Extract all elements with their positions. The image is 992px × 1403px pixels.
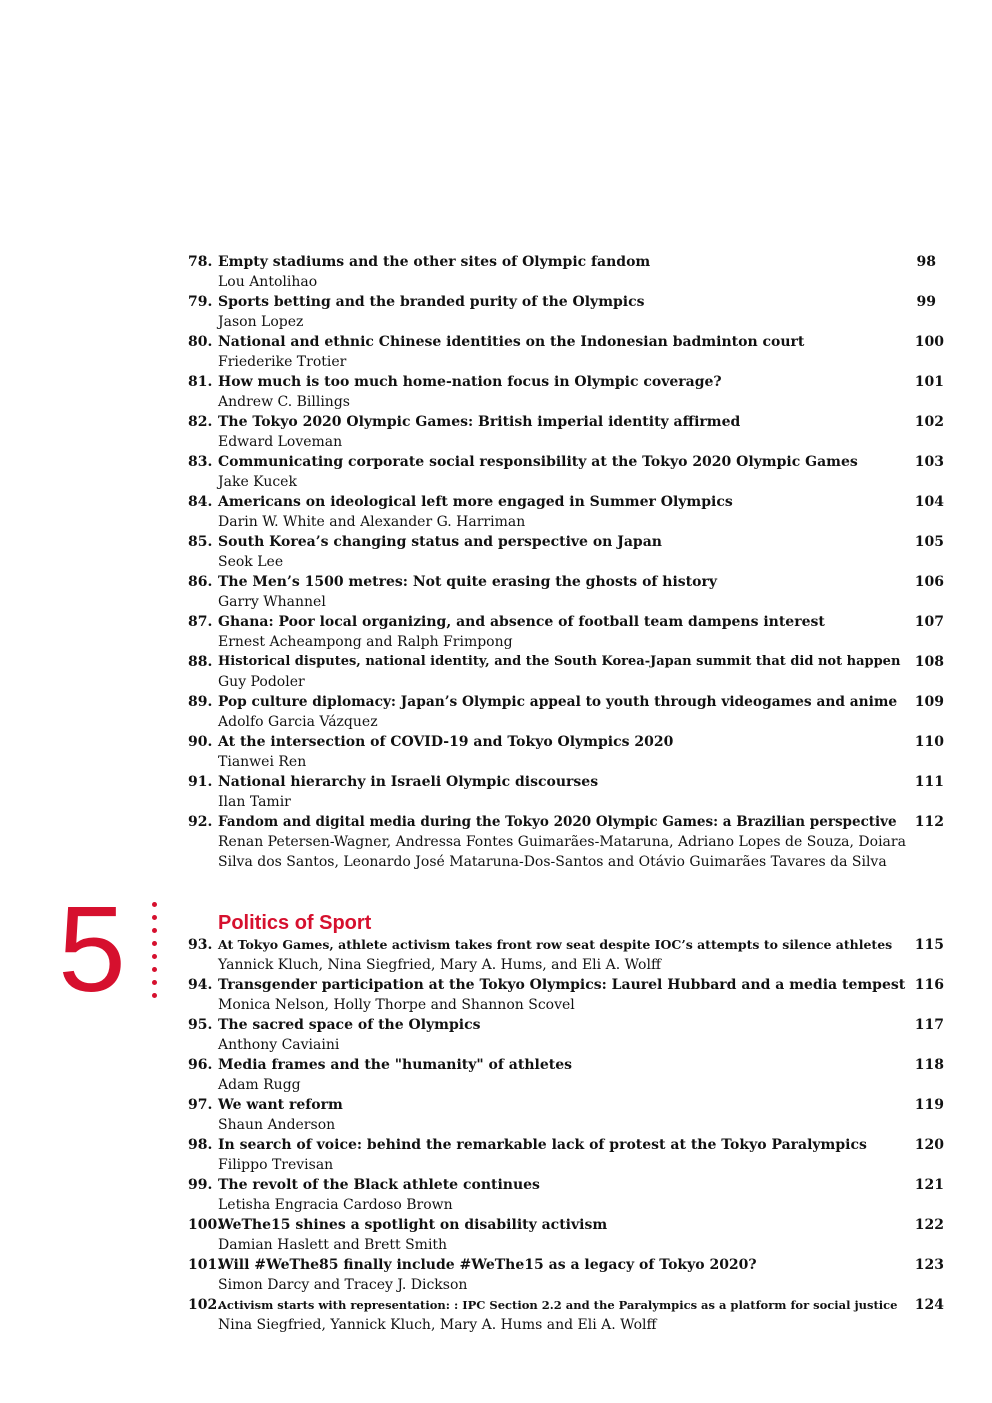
entry-author: Nina Siegfried, Yannick Kluch, Mary A. Hums and Eli A. Wolff [218, 1317, 657, 1333]
entry-page[interactable]: 100 [914, 334, 944, 350]
entry-page[interactable]: 123 [914, 1257, 944, 1273]
entry-page[interactable]: 102 [914, 414, 944, 430]
toc-list-top [188, 252, 948, 872]
entry-author: Tianwei Ren [218, 754, 307, 770]
entry-title[interactable]: Sports betting and the branded purity of the Olympics [218, 294, 645, 310]
toc-entry[interactable] [188, 372, 948, 412]
toc-entry[interactable] [188, 1135, 948, 1175]
toc-entry[interactable] [188, 452, 948, 492]
entry-number: 85. [188, 534, 213, 550]
entry-page[interactable]: 121 [914, 1177, 944, 1193]
entry-author: Ernest Acheampong and Ralph Frimpong [218, 634, 513, 650]
entry-page[interactable]: 103 [914, 454, 944, 470]
entry-author: Jake Kucek [218, 474, 297, 490]
entry-title[interactable]: The Men’s 1500 metres: Not quite erasing the ghosts of history [218, 574, 717, 590]
entry-title[interactable]: In search of voice: behind the remarkable lack of protest at the Tokyo Paralympics [218, 1137, 867, 1153]
toc-entry[interactable] [188, 1055, 948, 1095]
entry-number: 84. [188, 494, 213, 510]
entry-number: 101. [188, 1257, 223, 1273]
entry-title[interactable]: Fandom and digital media during the Tokyo 2020 Olympic Games: a Brazilian perspective [218, 814, 897, 830]
entry-title[interactable]: Will #WeThe85 finally include #WeThe15 as a legacy of Tokyo 2020? [218, 1257, 757, 1273]
entry-author: Monica Nelson, Holly Thorpe and Shannon Scovel [218, 997, 575, 1013]
entry-page[interactable]: 111 [914, 774, 944, 790]
toc-entry[interactable] [188, 975, 948, 1015]
entry-page[interactable]: 124 [914, 1297, 944, 1313]
entry-author: Ilan Tamir [218, 794, 291, 810]
entry-title[interactable]: We want reform [218, 1097, 343, 1113]
entry-number: 81. [188, 374, 213, 390]
entry-author: Damian Haslett and Brett Smith [218, 1237, 448, 1253]
entry-author: Adam Rugg [218, 1077, 301, 1093]
entry-author: Garry Whannel [218, 594, 326, 610]
entry-number: 96. [188, 1057, 213, 1073]
toc-entry[interactable] [188, 652, 948, 692]
toc-entry[interactable] [188, 532, 948, 572]
entry-title[interactable]: WeThe15 shines a spotlight on disability activism [218, 1217, 608, 1233]
toc-entry[interactable] [188, 1255, 948, 1295]
entry-number: 100. [188, 1217, 223, 1233]
entry-number: 88. [188, 654, 213, 670]
toc-entry[interactable] [188, 492, 948, 532]
entry-author: Friederike Trotier [218, 354, 347, 370]
entry-page[interactable]: 115 [914, 937, 944, 953]
entry-page[interactable]: 122 [914, 1217, 944, 1233]
entry-author: Guy Podoler [218, 674, 305, 690]
entry-page[interactable]: 120 [914, 1137, 944, 1153]
entry-number: 102. [188, 1297, 223, 1313]
toc-entry[interactable] [188, 612, 948, 652]
toc-entry[interactable] [188, 1175, 948, 1215]
entry-page[interactable]: 105 [914, 534, 944, 550]
entry-title[interactable]: South Korea’s changing status and perspective on Japan [218, 534, 662, 550]
entry-number: 90. [188, 734, 213, 750]
toc-entry[interactable] [188, 812, 948, 872]
toc-entry[interactable] [188, 935, 948, 975]
entry-page[interactable]: 107 [914, 614, 944, 630]
entry-number: 98. [188, 1137, 213, 1153]
entry-author: Andrew C. Billings [218, 394, 350, 410]
entry-author: Darin W. White and Alexander G. Harriman [218, 514, 526, 530]
entry-title[interactable]: National hierarchy in Israeli Olympic discourses [218, 774, 599, 790]
entry-author: Simon Darcy and Tracey J. Dickson [218, 1277, 468, 1293]
entry-title[interactable]: Historical disputes, national identity, and the South Korea-Japan summit that did not happen [218, 654, 901, 669]
toc-entry[interactable] [188, 692, 948, 732]
entry-title[interactable]: Americans on ideological left more engaged in Summer Olympics [218, 494, 733, 510]
entry-page[interactable]: 117 [914, 1017, 944, 1033]
toc-entry[interactable] [188, 292, 948, 332]
entry-page[interactable]: 118 [914, 1057, 944, 1073]
entry-author: Lou Antolihao [218, 274, 318, 290]
section-dots-divider [151, 902, 159, 1002]
entry-number: 93. [188, 937, 213, 953]
entry-title[interactable]: Ghana: Poor local organizing, and absence of football team dampens interest [218, 614, 825, 630]
toc-entry[interactable] [188, 1295, 948, 1335]
entry-author: Edward Loveman [218, 434, 343, 450]
entry-number: 91. [188, 774, 213, 790]
entry-title[interactable]: Communicating corporate social responsibility at the Tokyo 2020 Olympic Games [218, 454, 858, 470]
entry-author: Jason Lopez [218, 314, 304, 330]
entry-number: 97. [188, 1097, 213, 1113]
entry-title[interactable]: The sacred space of the Olympics [218, 1017, 481, 1033]
toc-entry[interactable] [188, 1015, 948, 1055]
entry-author: Yannick Kluch, Nina Siegfried, Mary A. Hums, and Eli A. Wolff [218, 957, 661, 973]
entry-title[interactable]: How much is too much home-nation focus in Olympic coverage? [218, 374, 722, 390]
toc-entry[interactable] [188, 1215, 948, 1255]
entry-number: 86. [188, 574, 213, 590]
entry-number: 83. [188, 454, 213, 470]
entry-number: 87. [188, 614, 213, 630]
entry-number: 95. [188, 1017, 213, 1033]
entry-page[interactable]: 110 [914, 734, 944, 750]
toc-entry[interactable] [188, 1095, 948, 1135]
entry-number: 80. [188, 334, 213, 350]
toc-entry[interactable] [188, 252, 948, 292]
toc-list-bottom [188, 935, 948, 1335]
entry-number: 89. [188, 694, 213, 710]
toc-entry[interactable] [188, 572, 948, 612]
entry-title[interactable]: Pop culture diplomacy: Japan’s Olympic appeal to youth through videogames and anime [218, 694, 898, 710]
entry-page[interactable]: 119 [914, 1097, 944, 1113]
entry-page[interactable]: 98 [916, 254, 936, 270]
entry-author: Seok Lee [218, 554, 284, 570]
entry-page[interactable]: 99 [916, 294, 936, 310]
entry-title[interactable]: At Tokyo Games, athlete activism takes front row seat despite IOC’s attempts to silence athletes [218, 937, 893, 952]
section-number: 5 [58, 881, 126, 1017]
entry-title[interactable]: Empty stadiums and the other sites of Olympic fandom [218, 254, 651, 270]
toc-entry[interactable] [188, 732, 948, 772]
entry-page[interactable]: 109 [914, 694, 944, 710]
entry-number: 78. [188, 254, 213, 270]
entry-page[interactable]: 112 [914, 814, 944, 830]
entry-author: Adolfo Garcia Vázquez [218, 714, 378, 730]
entry-number: 99. [188, 1177, 213, 1193]
entry-page[interactable]: 106 [914, 574, 944, 590]
entry-page[interactable]: 116 [914, 977, 944, 993]
toc-entry[interactable] [188, 412, 948, 452]
entry-author: Anthony Caviaini [218, 1037, 340, 1053]
entry-title[interactable]: Media frames and the "humanity" of athletes [218, 1057, 572, 1073]
toc-entry[interactable] [188, 332, 948, 372]
entry-title[interactable]: The revolt of the Black athlete continues [218, 1177, 540, 1193]
section-title: Politics of Sport [218, 912, 372, 934]
entry-page[interactable]: 104 [914, 494, 944, 510]
entry-number: 79. [188, 294, 213, 310]
entry-title[interactable]: At the intersection of COVID-19 and Tokyo Olympics 2020 [218, 734, 674, 750]
entry-author: Filippo Trevisan [218, 1157, 334, 1173]
entry-number: 92. [188, 814, 213, 830]
entry-number: 82. [188, 414, 213, 430]
entry-title[interactable]: Activism starts with representation: : IPC Section 2.2 and the Paralympics as a platform for social justice [218, 1298, 898, 1312]
entry-number: 94. [188, 977, 213, 993]
toc-entry[interactable] [188, 772, 948, 812]
entry-title[interactable]: Transgender participation at the Tokyo Olympics: Laurel Hubbard and a media tempest [218, 977, 906, 993]
entry-author: Shaun Anderson [218, 1117, 336, 1133]
entry-title[interactable]: The Tokyo 2020 Olympic Games: British imperial identity affirmed [218, 414, 741, 430]
entry-title[interactable]: National and ethnic Chinese identities on the Indonesian badminton court [218, 334, 805, 350]
entry-page[interactable]: 101 [914, 374, 944, 390]
entry-author: Letisha Engracia Cardoso Brown [218, 1197, 453, 1213]
entry-author: Renan Petersen-Wagner, Andressa Fontes Guimarães-Mataruna, Adriano Lopes de Souza, Doiara Silva dos Santos, Leonardo José Mataruna-Dos-Santos and Otávio Guimarães Tavares da Silva [218, 834, 906, 870]
entry-page[interactable]: 108 [914, 654, 944, 670]
